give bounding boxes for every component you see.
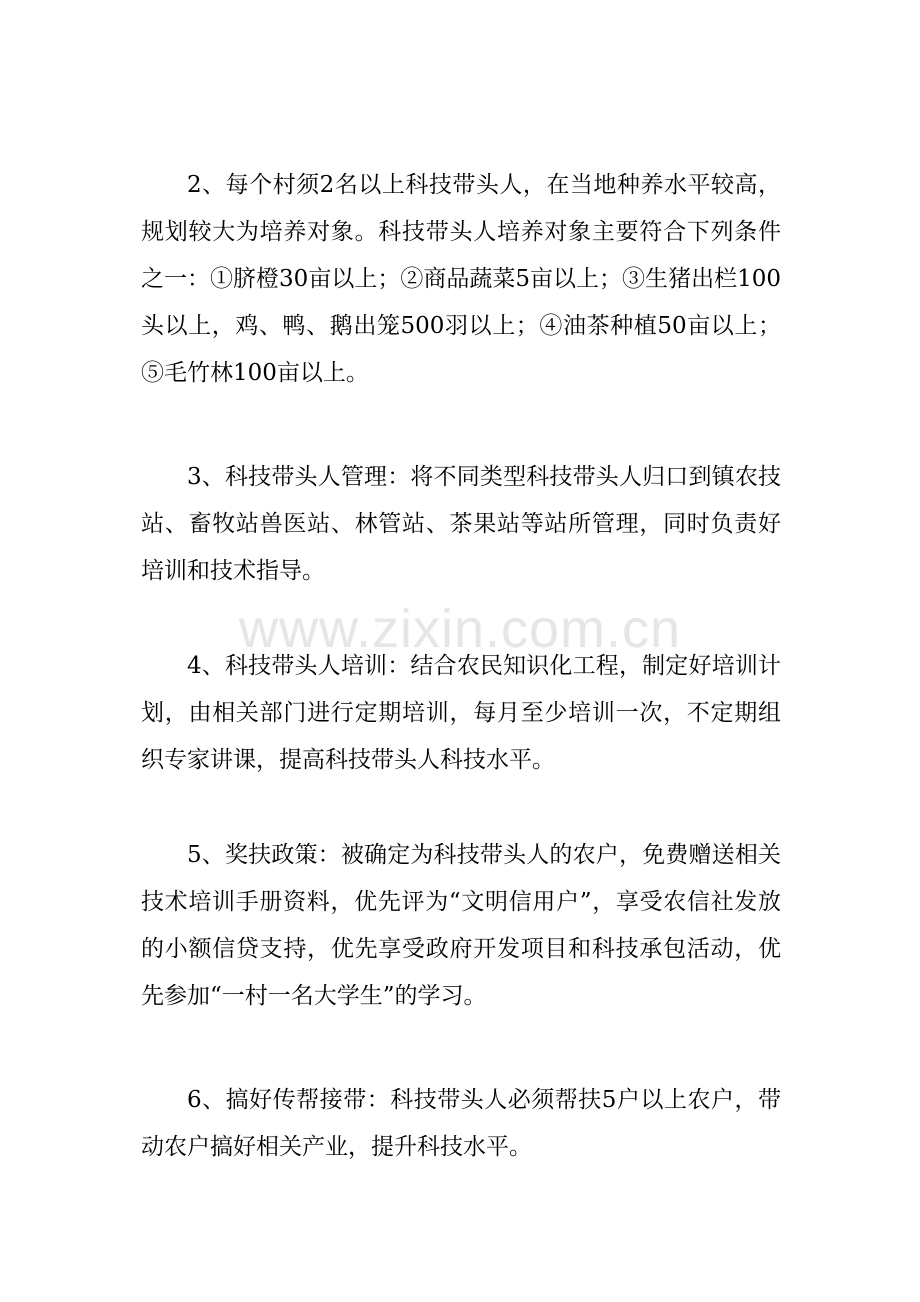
paragraph-5: 5、奖扶政策：被确定为科技带头人的农户，免费赠送相关技术培训手册资料，优先评为“文明信用户”，享受农信社发放的小额信贷支持，优先享受政府开发项目和科技承包活动，优先参加“一村一名大学生”的学习。 bbox=[141, 842, 781, 1009]
paragraph-6: 6、搞好传帮接带：科技带头人必须帮扶5户以上农户，带动农户搞好相关产业，提升科技水平。 bbox=[141, 1087, 781, 1160]
paragraph-4: 4、科技带头人培训：结合农民知识化工程，制定好培训计划，由相关部门进行定期培训，每月至少培训一次，不定期组织专家讲课，提高科技带头人科技水平。 bbox=[141, 653, 781, 773]
paragraph-2: 2、每个村须2名以上科技带头人，在当地种养水平较高，规划较大为培养对象。科技带头人培养对象主要符合下列条件之一：①脐橙30亩以上；②商品蔬菜5亩以上；③生猪出栏100头以上，鸡、鸭、鹅出笼500羽以上；④油茶种植50亩以上；⑤毛竹林100亩以上。 bbox=[141, 172, 781, 386]
paragraph-3: 3、科技带头人管理：将不同类型科技带头人归口到镇农技站、畜牧站兽医站、林管站、茶果站等站所管理，同时负责好培训和技术指导。 bbox=[141, 464, 781, 584]
watermark: www.zixin.com.cn bbox=[238, 599, 682, 659]
